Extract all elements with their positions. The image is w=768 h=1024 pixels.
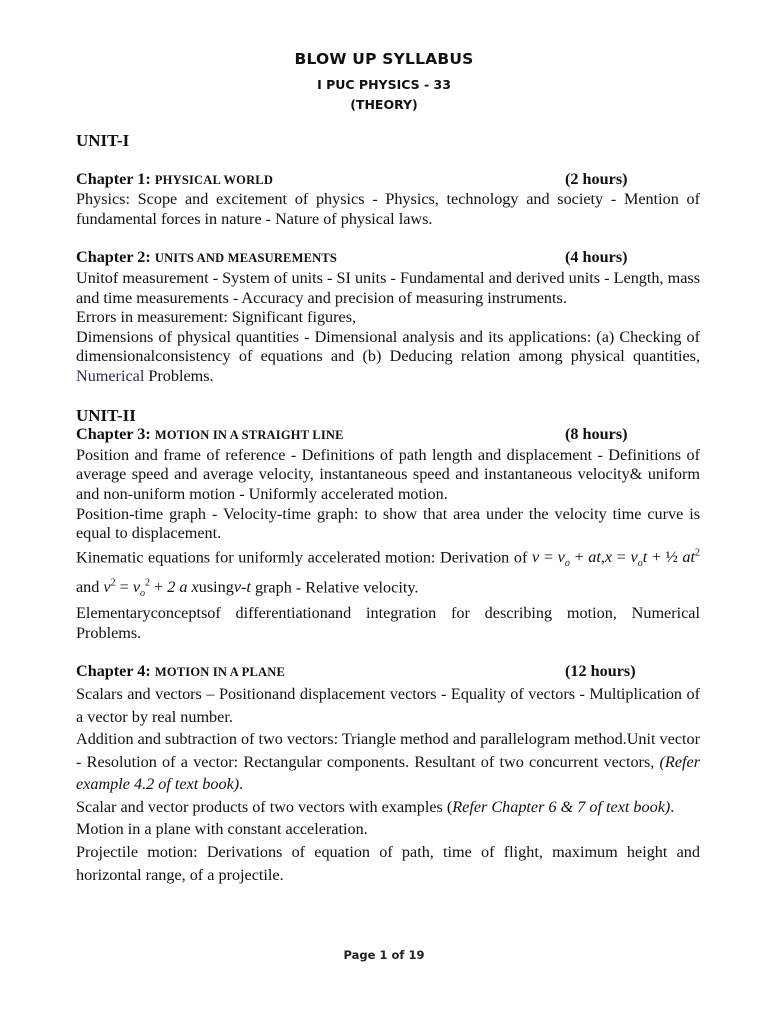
- chapter-4-para-3-text: Scalar and vector products of two vectors with examples (: [76, 797, 453, 816]
- chapter-3-hours: (8 hours): [565, 425, 628, 444]
- chapter-2-para-2: Errors in measurement: Significant figures,: [76, 308, 357, 327]
- kinematic-equations: $v = v_o + at,x = v_ot$ + ½ $at^2$ and $v^2 = v_o^2 + 2$ a xusingv-t: [76, 547, 700, 600]
- problems-word: Problems.: [148, 366, 214, 385]
- chapter-4-para-2: Addition and subtraction of two vectors: Triangle method and parallelogram method.Unit vector - Resolution of a vector: Rectangular components. Resultant of two concurrent vectors, (Refer example 4.2 of text book).: [76, 730, 700, 794]
- chapter-1-hours: (2 hours): [565, 169, 628, 188]
- chapter-4-para-4: Motion in a plane with constant acceleration.: [76, 820, 368, 839]
- chapter-2-para-3-text: Dimensions of physical quantities - Dimensional analysis and its applications: (a) Checking of dimensionalconsistency of equations and (b) Deducing relation among physical quantities,: [76, 327, 700, 366]
- chapter-2-para-3: [76, 328, 700, 387]
- kinematic-text-end: graph - Relative velocity.: [254, 578, 419, 597]
- chapter-2-name: UNITS AND MEASUREMENTS: [154, 251, 338, 266]
- chapter-4-para-3-ref: Refer Chapter 6 & 7 of text book): [452, 797, 671, 816]
- chapter-4-para-2-text: Addition and subtraction of two vectors: Triangle method and parallelogram method.Unit vector - Resolution of a vector: Rectangular components. Resultant of two concurrent vectors,: [76, 730, 700, 771]
- chapter-4-para-1: Scalars and vectors – Positionand displacement vectors - Equality of vectors - Multiplication of a vector by real number.: [76, 684, 700, 726]
- chapter-4-para-5: Projectile motion: Derivations of equation of path, time of flight, maximum height and horizontal range, of a projectile.: [76, 843, 700, 884]
- unit-1-heading: UNIT-I: [76, 131, 130, 150]
- chapter-1-name: PHYSICAL WORLD: [154, 172, 274, 187]
- chapter-3-heading: [76, 425, 700, 446]
- chapter-3-prefix: Chapter 3:: [76, 425, 151, 444]
- page-number: 1: [379, 948, 388, 962]
- chapter-3-name: MOTION IN A STRAIGHT LINE: [154, 428, 344, 443]
- page-label: Page: [343, 948, 376, 962]
- chapter-3-para-1: Position and frame of reference - Definitions of path length and displacement - Definitions of average speed and average velocity, instantaneous speed and instantaneous velocity& uniform and non-uniform motion - Uniformly accelerated motion.: [76, 445, 700, 503]
- syllabus-body: [76, 131, 700, 886]
- chapter-2-para-1: Unitof measurement - System of units - SI units - Fundamental and derived units - Length, mass and time measurements - Accuracy and precision of measuring instruments.: [76, 268, 700, 307]
- chapter-4-para-2-ref: (Refer example 4.2 of text book): [76, 752, 700, 794]
- chapter-1-prefix: Chapter 1:: [76, 169, 151, 188]
- chapter-4-para-3: Scalar and vector products of two vectors with examples (Refer Chapter 6 & 7 of text book).: [76, 797, 675, 816]
- chapter-4-name: MOTION IN A PLANE: [154, 665, 285, 680]
- doc-subtitle: I PUC PHYSICS - 33: [317, 77, 451, 92]
- chapter-2-prefix: Chapter 2:: [76, 248, 151, 267]
- page-footer: [0, 948, 768, 962]
- chapter-4-heading: [76, 662, 700, 683]
- chapter-2-hours: (4 hours): [565, 248, 628, 267]
- chapter-3-para-4: Elementaryconceptsof differentiationand integration for describing motion, Numerical Problems.: [76, 604, 700, 642]
- doc-type: (THEORY): [350, 97, 418, 112]
- chapter-3-para-2: Position-time graph - Velocity-time graph: to show that area under the velocity time curve is equal to displacement.: [76, 504, 700, 543]
- chapter-4-prefix: Chapter 4:: [76, 662, 151, 681]
- numerical-word: Numerical: [76, 366, 145, 385]
- unit-2-heading: UNIT-II: [76, 405, 136, 425]
- chapter-2-heading: [76, 248, 700, 269]
- chapter-1-heading: [76, 170, 700, 191]
- kinematic-text: Kinematic equations for uniformly accelerated motion: Derivation of: [76, 548, 528, 567]
- chapter-1-text: Physics: Scope and excitement of physics - Physics, technology and society - Mention of fundamental forces in nature - Nature of physical laws.: [76, 190, 700, 228]
- chapter-3-para-3: [76, 544, 700, 604]
- doc-title: BLOW UP SYLLABUS: [294, 50, 474, 68]
- chapter-4-hours: (12 hours): [565, 662, 636, 681]
- page-total: 19: [408, 948, 425, 962]
- page-of-label: of: [391, 948, 405, 962]
